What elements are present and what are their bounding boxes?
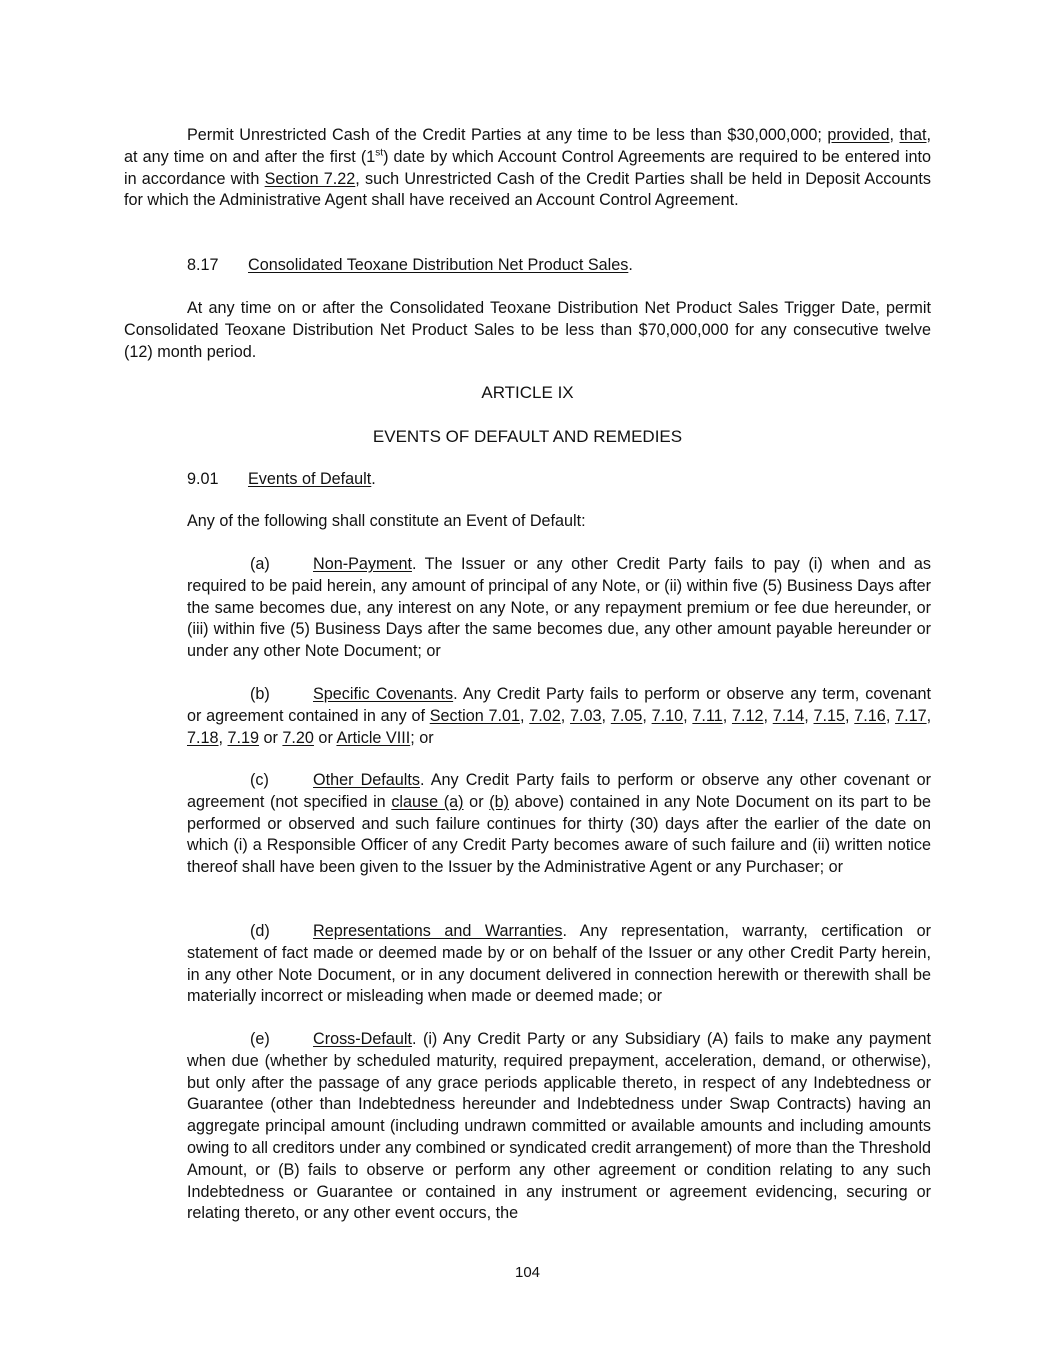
text: .	[628, 256, 633, 274]
section-reference: 7.03	[570, 706, 602, 725]
clause-text: . (i) Any Credit Party or any Subsidiary (A) fails to make any payment when due (whether by scheduled maturity, required prepayment, acceleration, demand, or otherwise), but only after the passage of any grace periods applicable thereto, in respect of any Indebtedness or Guarantee (other than Indebtedness hereunder and Indebtedness under Swap Contracts) having an aggregate principal amount (including undrawn committed or available amounts and including amounts owing to all creditors under any combined or syndicated credit arrangement) of more than the Threshold Amount, or (B) fails to observe or perform any other agreement or condition relating to any such Indebtedness or Guarantee or contained in any instrument or agreement evidencing, securing or relating thereto, or any other event occurs, the	[187, 1030, 931, 1223]
clause-reference: (b)	[489, 792, 510, 811]
sep: or	[313, 728, 337, 747]
clause-title: Specific Covenants	[313, 685, 454, 703]
clause-d	[187, 921, 931, 1008]
article-reference: Article VIII	[336, 728, 411, 747]
events-intro: Any of the following shall constitute an Event of Default:	[187, 512, 586, 530]
sep: ,	[519, 706, 530, 725]
ordinal-superscript: st	[375, 147, 384, 159]
section-reference: 7.16	[854, 706, 886, 725]
paragraph-8-17: At any time on or after the Consolidated Teoxane Distribution Net Product Sales Trigger Date, permit Consolidated Teoxane Distribution Net Product Sales to be less than $70,000,000 for any consecutive twelve (12) month period.	[124, 299, 931, 361]
sep: ,	[926, 706, 932, 725]
sep: or	[259, 728, 283, 747]
page-number: 104	[514, 1264, 541, 1281]
section-reference: Section 7.22	[264, 169, 356, 188]
section-number: 8.17	[187, 256, 219, 274]
clause-label: (b)	[250, 685, 270, 703]
paragraph-unrestricted-cash	[124, 125, 931, 212]
section-reference: 7.05	[610, 706, 643, 725]
section-title: Events of Default	[248, 470, 372, 488]
sep: ,	[683, 706, 693, 725]
section-reference: 7.02	[529, 706, 561, 725]
text: , such Unrestricted Cash of the Credit Parties shall be held in Deposit Accounts for which the Administrative Agent shall have received an Account Control Agreement.	[124, 169, 931, 210]
section-reference: 7.17	[895, 706, 927, 725]
clause-reference: clause (a)	[391, 792, 464, 811]
clause-e	[187, 1029, 931, 1225]
section-title: Consolidated Teoxane Distribution Net Product Sales	[248, 256, 629, 274]
section-reference: 7.15	[813, 706, 846, 725]
sep: ,	[218, 728, 228, 747]
provided-term: provided	[827, 126, 890, 144]
sep: ,	[763, 706, 773, 725]
section-reference: 7.20	[282, 728, 314, 747]
section-heading-9-01	[187, 469, 376, 491]
clause-text: . Any Credit Party fails to perform or observe any term, covenant or agreement contained in any of	[187, 685, 931, 725]
section-reference: 7.12	[731, 706, 764, 725]
clause-text: . Any Credit Party fails to perform or observe any other covenant or agreement (not specified in	[187, 771, 931, 811]
clause-title: Representations and Warranties	[313, 922, 563, 940]
section-number: 9.01	[187, 470, 219, 488]
clause-b	[187, 684, 931, 749]
text: Permit Unrestricted Cash of the Credit Parties at any time to be less than $30,000,000;	[187, 126, 828, 144]
text: , at any time on and after the first (1	[124, 126, 931, 166]
sep: ,	[560, 706, 571, 725]
section-reference: 7.18	[187, 728, 219, 747]
clause-label: (c)	[250, 771, 269, 789]
section-reference: 7.10	[651, 706, 684, 725]
clause-title: Cross-Default	[313, 1030, 412, 1048]
sep: ,	[804, 706, 814, 725]
sep: ,	[601, 706, 611, 725]
sep: ,	[845, 706, 855, 725]
sep: ,	[885, 706, 896, 725]
text: ) date by which Account Control Agreements are required to be entered into in accordance with	[124, 147, 931, 188]
clause-label: (e)	[250, 1030, 270, 1048]
section-reference: 7.11	[692, 706, 723, 725]
clause-text: . Any representation, warranty, certification or statement of fact made or deemed made by or on behalf of the Issuer or any other Credit Party herein, in any other Note Document, or in any document delivered in connection herewith or therewith shall be materially incorrect or misleading when made or deemed made; or	[187, 922, 931, 1006]
section-reference: 7.14	[772, 706, 805, 725]
clause-title: Non-Payment	[313, 555, 412, 573]
text: ,	[889, 126, 900, 144]
clause-text: above) contained in any Note Document on its part to be performed or observed and such failure continues for thirty (30) days after the earlier of the date on which (i) a Responsible Officer of any Credit Party becomes aware of such failure and (ii) written notice thereof shall have been given to the Issuer by the Administrative Agent or any Purchaser; or	[187, 792, 931, 877]
sep: ,	[722, 706, 732, 725]
article-title: ARTICLE IX	[481, 383, 574, 402]
text: or	[463, 792, 490, 811]
section-reference: 7.19	[227, 728, 260, 747]
clause-a	[187, 554, 931, 663]
text: ; or	[410, 728, 434, 747]
clause-label: (a)	[250, 555, 270, 573]
text: .	[371, 470, 376, 488]
clause-label: (d)	[250, 922, 270, 940]
section-heading-8-17	[187, 255, 633, 277]
clause-title: Other Defaults	[313, 771, 420, 789]
that-term: that	[899, 126, 927, 144]
sep: ,	[642, 706, 652, 725]
clause-c	[187, 770, 931, 879]
article-subtitle: EVENTS OF DEFAULT AND REMEDIES	[372, 427, 683, 446]
section-reference: Section 7.01	[429, 706, 520, 725]
clause-text: . The Issuer or any other Credit Party fails to pay (i) when and as required to be paid herein, any amount of principal of any Note, or (ii) within five (5) Business Days after the same becomes due, any interest on any Note, or any repayment premium or fee due hereunder, or (iii) within five (5) Business Days after the same becomes due, any other amount payable hereunder or under any other Note Document; or	[187, 555, 931, 661]
